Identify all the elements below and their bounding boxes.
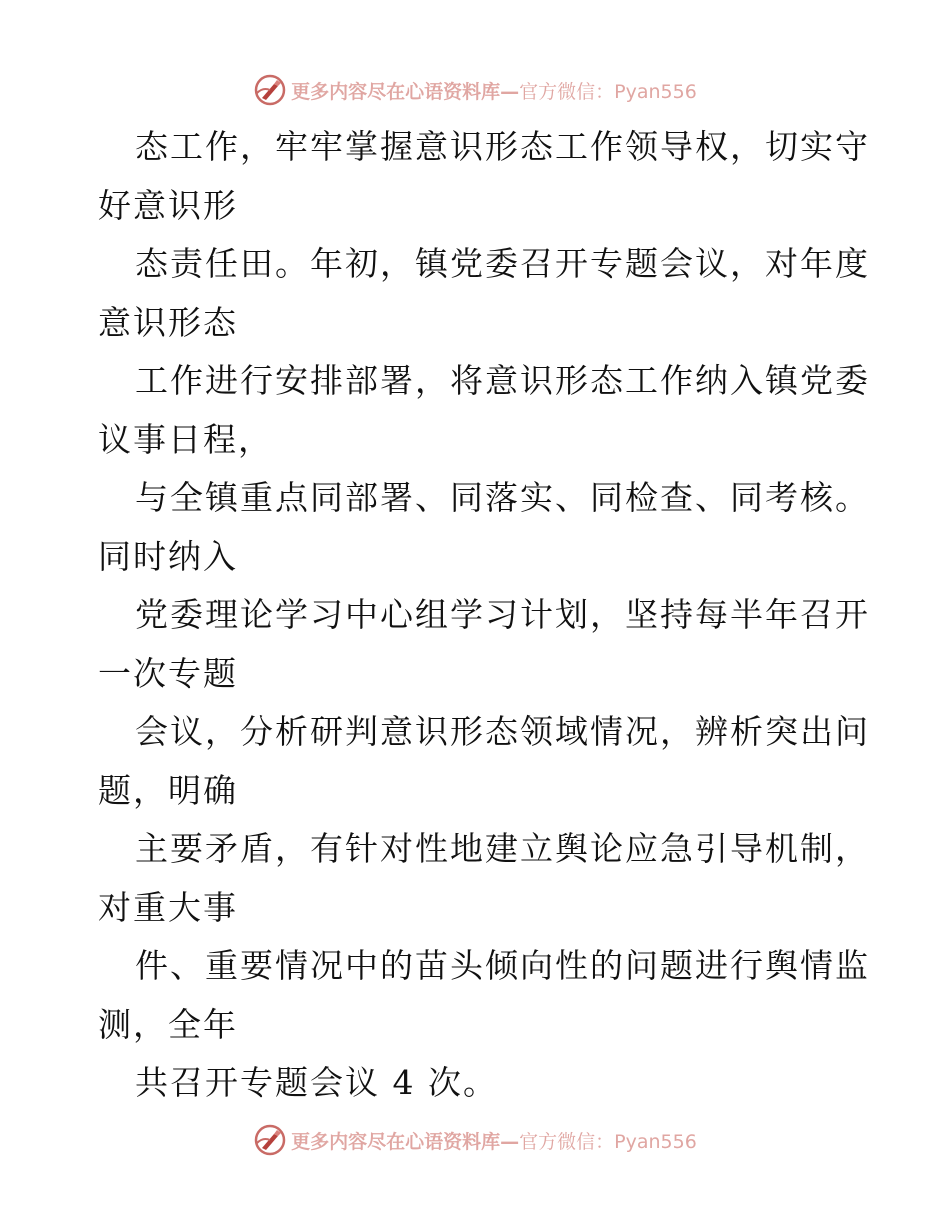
line-first: 党委理论学习中心组学习计划，坚持每半年召开 <box>135 595 870 634</box>
pen-circle-logo-icon <box>253 1123 287 1157</box>
pen-circle-logo-icon <box>253 73 287 107</box>
watermark-separator: — <box>500 1130 520 1153</box>
line-first: 件、重要情况中的苗头倾向性的问题进行舆情监 <box>135 946 870 985</box>
line-continuation: 一次专题 <box>98 653 238 693</box>
watermark-main-text: 更多内容尽在心语资料库 <box>291 1130 501 1153</box>
line-continuation: 好意识形 <box>98 185 238 225</box>
watermark-main-text: 更多内容尽在心语资料库 <box>291 80 501 103</box>
line-first: 会议，分析研判意识形态领域情况，辨析突出问 <box>135 712 870 751</box>
watermark-text <box>291 1127 697 1154</box>
line-continuation: 题，明确 <box>98 770 238 810</box>
paragraph-line <box>98 469 870 586</box>
line-first: 态工作，牢牢掌握意识形态工作领导权，切实守 <box>135 127 870 166</box>
paragraph-line <box>98 352 870 469</box>
paragraph-line <box>98 235 870 352</box>
line-continuation: 对重大事 <box>98 887 238 927</box>
watermark-wechat-text: 官方微信：Pyan556 <box>519 1130 697 1153</box>
paragraph-line <box>98 586 870 703</box>
header-watermark <box>0 68 950 112</box>
paragraph-line <box>98 703 870 820</box>
watermark-separator: — <box>500 80 520 103</box>
line-first: 与全镇重点同部署、同落实、同检查、同考核。 <box>135 478 870 517</box>
document-body <box>98 118 870 1113</box>
line-continuation: 同时纳入 <box>98 536 238 576</box>
line-first: 主要矛盾，有针对性地建立舆论应急引导机制， <box>135 829 870 868</box>
line-first: 共召开专题会议 4 次。 <box>135 1063 498 1102</box>
paragraph-line <box>98 820 870 937</box>
line-continuation: 测，全年 <box>98 1004 238 1044</box>
watermark-wechat-text: 官方微信：Pyan556 <box>519 80 697 103</box>
watermark-text <box>291 77 697 104</box>
paragraph-line-last <box>98 1054 858 1113</box>
paragraph-line <box>98 118 870 235</box>
paragraph-line <box>98 937 870 1054</box>
line-first: 态责任田。年初，镇党委召开专题会议，对年度 <box>135 244 870 283</box>
line-continuation: 议事日程， <box>98 419 273 459</box>
footer-watermark <box>0 1118 950 1162</box>
line-continuation: 意识形态 <box>98 302 238 342</box>
line-first: 工作进行安排部署，将意识形态工作纳入镇党委 <box>135 361 870 400</box>
